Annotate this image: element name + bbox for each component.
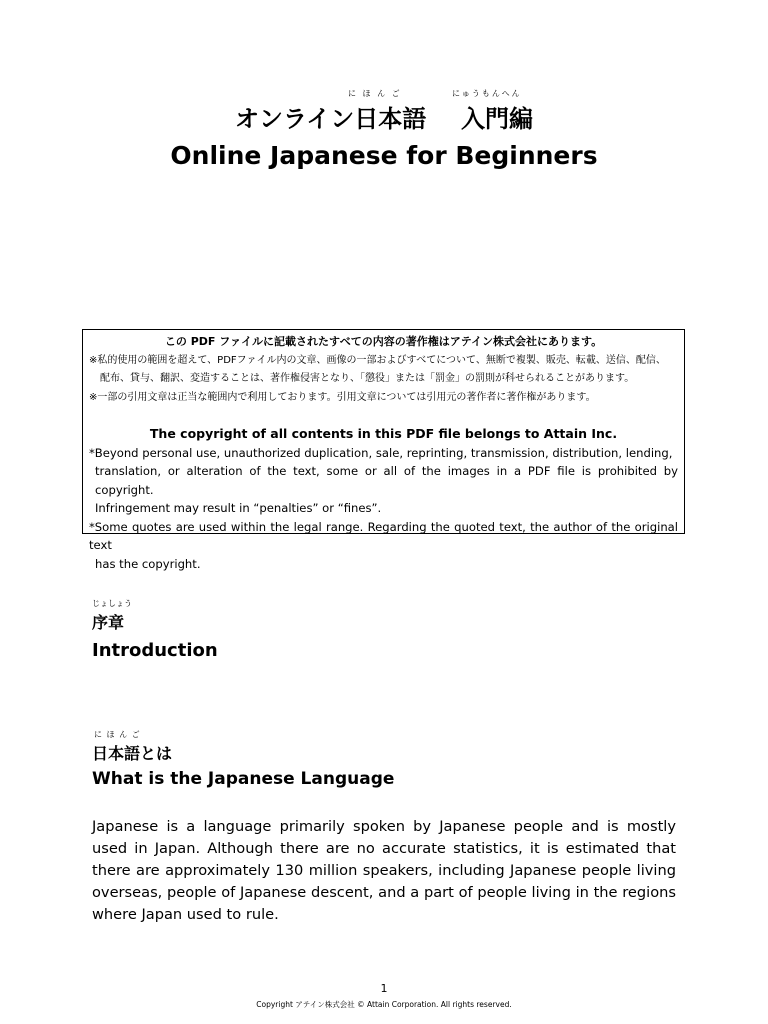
title-japanese xyxy=(0,99,768,134)
notice-jp-line: 配布、貸与、翻訳、変造することは、著作権侵害となり、「懲役」または「罰金」の罰則が科せられることがあります。 xyxy=(100,373,635,384)
title-japanese-suffix: 入門編 xyxy=(461,105,533,133)
notice-en-heading: The copyright of all contents in this PDF file belongs to Attain Inc. xyxy=(149,426,618,441)
notice-en-line: *Some quotes are used within the legal range. Regarding the quoted text, the author of the original text xyxy=(89,519,678,552)
notice-jp-heading: この PDF ファイルに記載されたすべての内容の著作権はアテイン株式会社にあります。 xyxy=(164,335,603,348)
section2-heading-english: What is the Japanese Language xyxy=(92,769,395,789)
title-ruby-nyumonhen: にゅうもんへん xyxy=(452,89,522,98)
title-japanese-prefix: オンライン日本語 xyxy=(235,105,427,133)
title-ruby-nihongo: に ほ ん ご xyxy=(348,89,402,98)
footer-copyright: Copyright アテイン株式会社 © Attain Corporation. All rights reserved. xyxy=(256,1000,512,1009)
copyright-notice-box xyxy=(82,329,685,571)
notice-en-line: has the copyright. xyxy=(95,556,201,571)
section2-heading-japanese: 日本語とは xyxy=(92,744,173,763)
page-number: 1 xyxy=(380,982,388,995)
notice-jp-line: ※私的使用の範囲を超えて、PDFファイル内の文章、画像の一部およびすべてについて、無断で複製、販売、転載、送信、配信、 xyxy=(89,354,666,366)
section1-heading-english: Introduction xyxy=(92,640,218,661)
section1-heading-japanese: 序章 xyxy=(92,613,125,632)
section1-ruby: じょしょう xyxy=(92,599,132,608)
section2-ruby: に ほ ん ご xyxy=(94,730,141,739)
notice-en-line: translation, or alteration of the text, some or all of the images in a PDF file is prohibited by copyright. xyxy=(95,464,678,497)
title-english: Online Japanese for Beginners xyxy=(170,141,598,170)
notice-jp-line: ※一部の引用文章は正当な範囲内で利用しております。引用文章については引用元の著作者に著作権があります。 xyxy=(89,391,596,403)
body-paragraph: Japanese is a language primarily spoken by Japanese people and is mostly used in Japan. Although there are no accurate statistics, it is estimated that there are approximately 130 million speakers, including Japanese people living overseas, people of Japanese descent, and a part of people living in the regions where Japan used to rule. xyxy=(92,818,676,923)
notice-en-line: *Beyond personal use, unauthorized duplication, sale, reprinting, transmission, distribution, lending, xyxy=(89,445,673,460)
notice-en-line: Infringement may result in “penalties” or “fines”. xyxy=(95,501,382,515)
